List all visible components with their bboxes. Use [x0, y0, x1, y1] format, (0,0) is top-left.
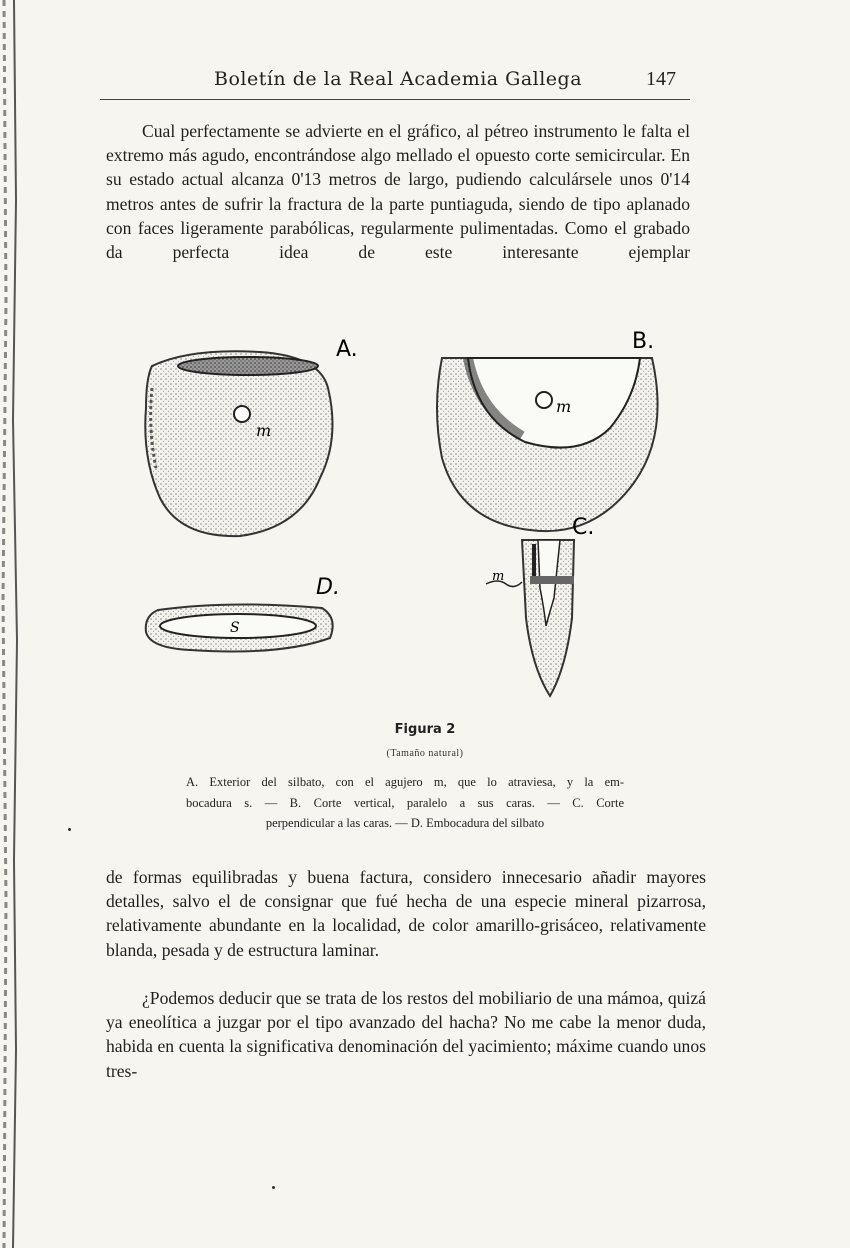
page-number: 147 — [646, 68, 676, 90]
binding-edge — [0, 0, 26, 1248]
page-header — [100, 68, 690, 100]
figure-part-a — [145, 351, 332, 536]
figure-subtitle: (Tamaño natural) — [386, 748, 464, 759]
figure-part-c — [486, 540, 574, 696]
running-title: Boletín de la Real Academia Gallega — [214, 68, 583, 90]
mark-s: S — [230, 620, 240, 636]
stray-mark — [272, 1186, 275, 1189]
paragraph-1: Cual perfectamente se advierte en el gráfico, al pétreo instrumento le falta el extremo más agudo, encontrándose algo mellado el opuesto corte semicircular. En su estado actual alcanza 0'13 metros de largo, pudiendo calculársele unos 0'14 metros antes de sufrir la fractura de la parte puntiaguda, siendo de tipo aplanado con faces ligeramente parabólicas, regularmente pulimentadas. Como el grabado da perfecta idea de este interesante ejemplar — [106, 121, 690, 263]
mark-m-a: m — [256, 421, 272, 440]
caption-line: perpendicular a las caras. — D. Embocadura del silbato — [265, 816, 545, 830]
caption-line: bocadura s. — B. Corte vertical, paralelo a sus caras. — C. Corte — [186, 795, 624, 810]
paragraph-2: de formas equilibradas y buena factura, considero innecesario añadir mayores detalles, salvo el de consignar que fué hecha de una especie mineral pizarrosa, relativamente abundante en la localidad, de color amarillo-grisáceo, relativamente blanda, pesada y de estructura laminar. — [106, 867, 706, 960]
label-d: D. — [316, 575, 340, 600]
figure-2-illustration — [130, 318, 690, 708]
label-b: B. — [632, 329, 655, 354]
paragraph-3: ¿Podemos deducir que se trata de los restos del mobiliario de una mámoa, quizá ya eneolítica a juzgar por el tipo avanzado del hacha? No me cabe la menor duda, habida en cuenta la significativa denominación del yacimiento; máxime cuando unos tres- — [106, 988, 706, 1081]
label-c: C. — [572, 515, 595, 540]
stray-mark — [68, 828, 71, 831]
figure-title: Figura 2 — [394, 722, 456, 737]
label-a: A. — [336, 337, 358, 362]
header-rule — [100, 99, 690, 100]
caption-line: A. Exterior del silbato, con el agujero m, que lo atraviesa, y la em- — [186, 775, 624, 789]
mark-m-b: m — [556, 397, 572, 416]
figure-part-b — [437, 358, 658, 531]
figure-caption — [186, 772, 624, 834]
mark-m-c: m — [492, 569, 505, 584]
